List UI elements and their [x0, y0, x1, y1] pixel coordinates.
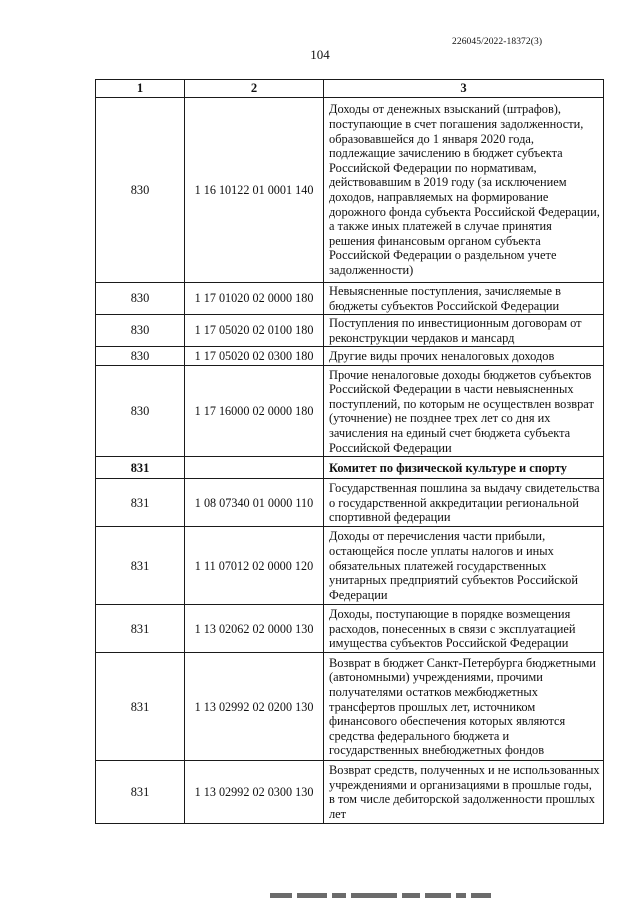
table-row — [96, 315, 604, 347]
page-number: 104 — [310, 47, 330, 62]
table-row — [96, 527, 604, 605]
admin-code-cell: 830 — [96, 315, 185, 347]
column-header-3: 3 — [324, 80, 604, 98]
budget-revenue-table — [95, 79, 604, 824]
admin-code-cell: 830 — [96, 347, 185, 366]
admin-code-cell: 831 — [96, 457, 185, 479]
revenue-name-cell: Доходы от денежных взысканий (штрафов), поступающие в счет погашения задолженности, образовавшейся до 1 января 2020 года, подлежащие зачислению в бюджет субъекта Российской Федерации по нормативам, действовавшим в 2019 году (за исключением доходов, направляемых на формирование дорожного фонда субъекта Российской Федерации, а также иных платежей в случае принятия решения финансовым органом субъекта Российской Федерации о раздельном учете задолженности) — [324, 98, 604, 283]
budget-classification-code-cell: 1 17 05020 02 0300 180 — [185, 347, 324, 366]
revenue-name-cell: Поступления по инвестиционным договорам от реконструкции чердаков и мансард — [324, 315, 604, 347]
revenue-name-cell: Доходы, поступающие в порядке возмещения расходов, понесенных в связи с эксплуатацией имущества субъектов Российской Федерации — [324, 605, 604, 653]
admin-code-cell: 831 — [96, 653, 185, 761]
budget-classification-code-cell: 1 13 02992 02 0300 130 — [185, 761, 324, 824]
table-row — [96, 98, 604, 283]
column-header-2: 2 — [185, 80, 324, 98]
revenue-name-cell: Невыясненные поступления, зачисляемые в бюджеты субъектов Российской Федерации — [324, 283, 604, 315]
column-header-1: 1 — [96, 80, 185, 98]
budget-classification-code-cell: 1 08 07340 01 0000 110 — [185, 479, 324, 527]
admin-code-cell: 831 — [96, 479, 185, 527]
budget-classification-code-cell: 1 11 07012 02 0000 120 — [185, 527, 324, 605]
section-title-cell: Комитет по физической культуре и спорту — [324, 457, 604, 479]
budget-classification-code-cell — [185, 457, 324, 479]
admin-code-cell: 830 — [96, 98, 185, 283]
cropped-footer-text — [270, 893, 540, 901]
revenue-name-cell: Прочие неналоговые доходы бюджетов субъектов Российской Федерации в части невыясненных поступлений, по которым не осуществлен возврат (уточнение) не позднее трех лет со дня их зачисления на единый счет бюджета субъекта Российской Федерации — [324, 366, 604, 457]
budget-classification-code-cell: 1 16 10122 01 0001 140 — [185, 98, 324, 283]
table-header-row — [96, 80, 604, 98]
revenue-name-cell: Государственная пошлина за выдачу свидетельства о государственной аккредитации региональной спортивной федерации — [324, 479, 604, 527]
table-row — [96, 347, 604, 366]
budget-classification-code-cell: 1 13 02062 02 0000 130 — [185, 605, 324, 653]
revenue-name-cell: Возврат средств, полученных и не использованных учреждениями и организациями в прошлые годы, в том числе дебиторской задолженности прошлых лет — [324, 761, 604, 824]
table-row — [96, 605, 604, 653]
table-row — [96, 761, 604, 824]
budget-classification-code-cell: 1 17 16000 02 0000 180 — [185, 366, 324, 457]
budget-classification-code-cell: 1 13 02992 02 0200 130 — [185, 653, 324, 761]
revenue-name-cell: Другие виды прочих неналоговых доходов — [324, 347, 604, 366]
admin-code-cell: 831 — [96, 527, 185, 605]
budget-classification-code-cell: 1 17 01020 02 0000 180 — [185, 283, 324, 315]
admin-code-cell: 831 — [96, 605, 185, 653]
table-row — [96, 366, 604, 457]
admin-code-cell: 830 — [96, 366, 185, 457]
budget-classification-code-cell: 1 17 05020 02 0100 180 — [185, 315, 324, 347]
admin-code-cell: 830 — [96, 283, 185, 315]
revenue-name-cell: Возврат в бюджет Санкт-Петербурга бюджетными (автономными) учреждениями, прочими получателями остатков межбюджетных трансфертов прошлых лет, источником финансового обеспечения которых являются средства федерального бюджета и государственных внебюджетных фондов — [324, 653, 604, 761]
admin-code-cell: 831 — [96, 761, 185, 824]
table-row — [96, 283, 604, 315]
table-row — [96, 479, 604, 527]
revenue-name-cell: Доходы от перечисления части прибыли, остающейся после уплаты налогов и иных обязательных платежей государственных унитарных предприятий субъектов Российской Федерации — [324, 527, 604, 605]
section-header-row — [96, 457, 604, 479]
table-row — [96, 653, 604, 761]
document-registration-number: 226045/2022-18372(3) — [452, 37, 543, 47]
